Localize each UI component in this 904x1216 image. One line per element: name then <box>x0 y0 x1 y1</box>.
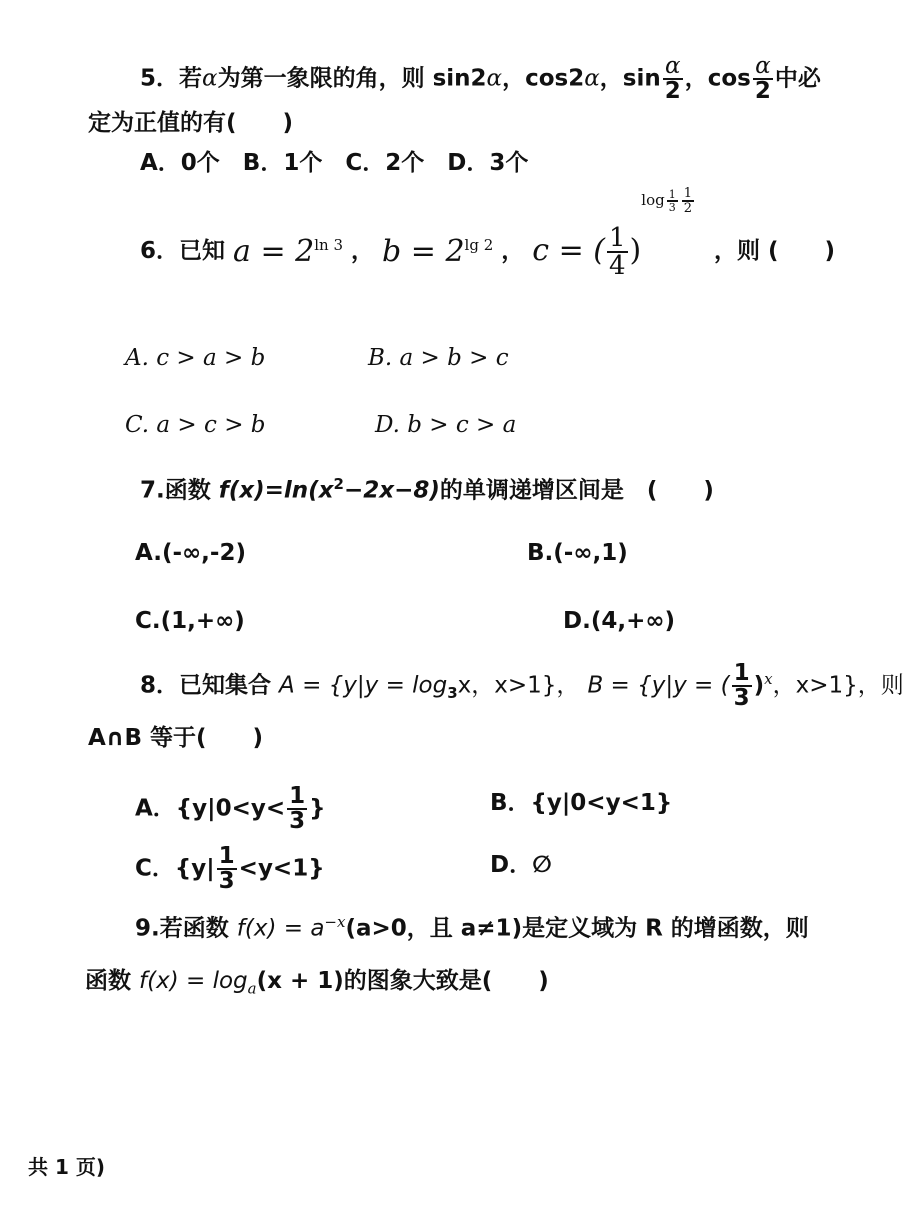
question-7-option-b: B.(-∞,1) <box>527 540 628 566</box>
question-6-option-c: C. a > c > b <box>125 412 266 438</box>
question-5-line-2: 定为正值的有( ) <box>88 110 294 136</box>
question-8-line-2: A∩B 等于( ) <box>88 725 264 751</box>
question-6-option-a: A. c > a > b <box>125 345 266 371</box>
question-8-option-b: B．{y|0<y<1} <box>490 790 673 816</box>
question-7-option-d: D.(4,+∞) <box>563 608 676 634</box>
c-expression: c = ( $\frac{1}{4}$ )log $\frac{1}{3}$ $\frac{1}{2}$ <box>532 185 692 281</box>
question-5-options: A．0个 B．1个 C．2个 D．3个 <box>140 150 529 176</box>
half-alpha-fraction: $\frac{\alpha}{2}$ <box>754 53 771 104</box>
half-alpha-fraction: $\frac{\alpha}{2}$ <box>664 53 681 104</box>
question-7-option-c: C.(1,+∞) <box>135 608 245 634</box>
question-6-option-d: D. b > c > a <box>375 412 517 438</box>
question-6-option-b: B. a > b > c <box>368 345 509 371</box>
question-8-option-d: D．∅ <box>490 852 552 878</box>
question-8-option-a: A．{y|0<y< $\frac{1}{3}$ } <box>135 783 326 834</box>
question-5-line-1: 5．若α为第一象限的角，则 sin2α，cos2α，sin $\frac{\alpha}{2}$ ，cos $\frac{\alpha}{2}$ 中必 <box>140 53 821 104</box>
question-9-line-2: 函数 $f(x) = \log_a(x + 1)$的图象大致是( ) <box>85 968 549 998</box>
question-6-line: 6．已知 $a = 2^{ln 3}$ ， $b = 2^{lg 2}$ ， c = ( $\frac{1}{4}$ )log $\frac{1}{3}$ $\frac{1}{2}$ ，则 ( ) <box>140 185 836 281</box>
question-9-line-1: 9.若函数 $f(x) = a^{-x}(a>0$，且 a≠1)是定义域为 R 的增函数，则 <box>135 913 809 942</box>
question-8-line-1: 8．已知集合 $A = \{y|y = \log_3x$，x>1}， B = {y|y = ( $\frac{1}{3}$ )$^x$，x>1}，则 <box>140 660 904 711</box>
question-7-line: 7.函数 $f(x)=\ln(x^2-2x-8)$的单调递增区间是 ( ) <box>140 475 714 504</box>
page-footer: 共 1 页) <box>28 1155 105 1179</box>
question-8-option-c: C．{y| $\frac{1}{3}$ <y<1} <box>135 843 325 894</box>
question-7-option-a: A.(-∞,-2) <box>135 540 246 566</box>
